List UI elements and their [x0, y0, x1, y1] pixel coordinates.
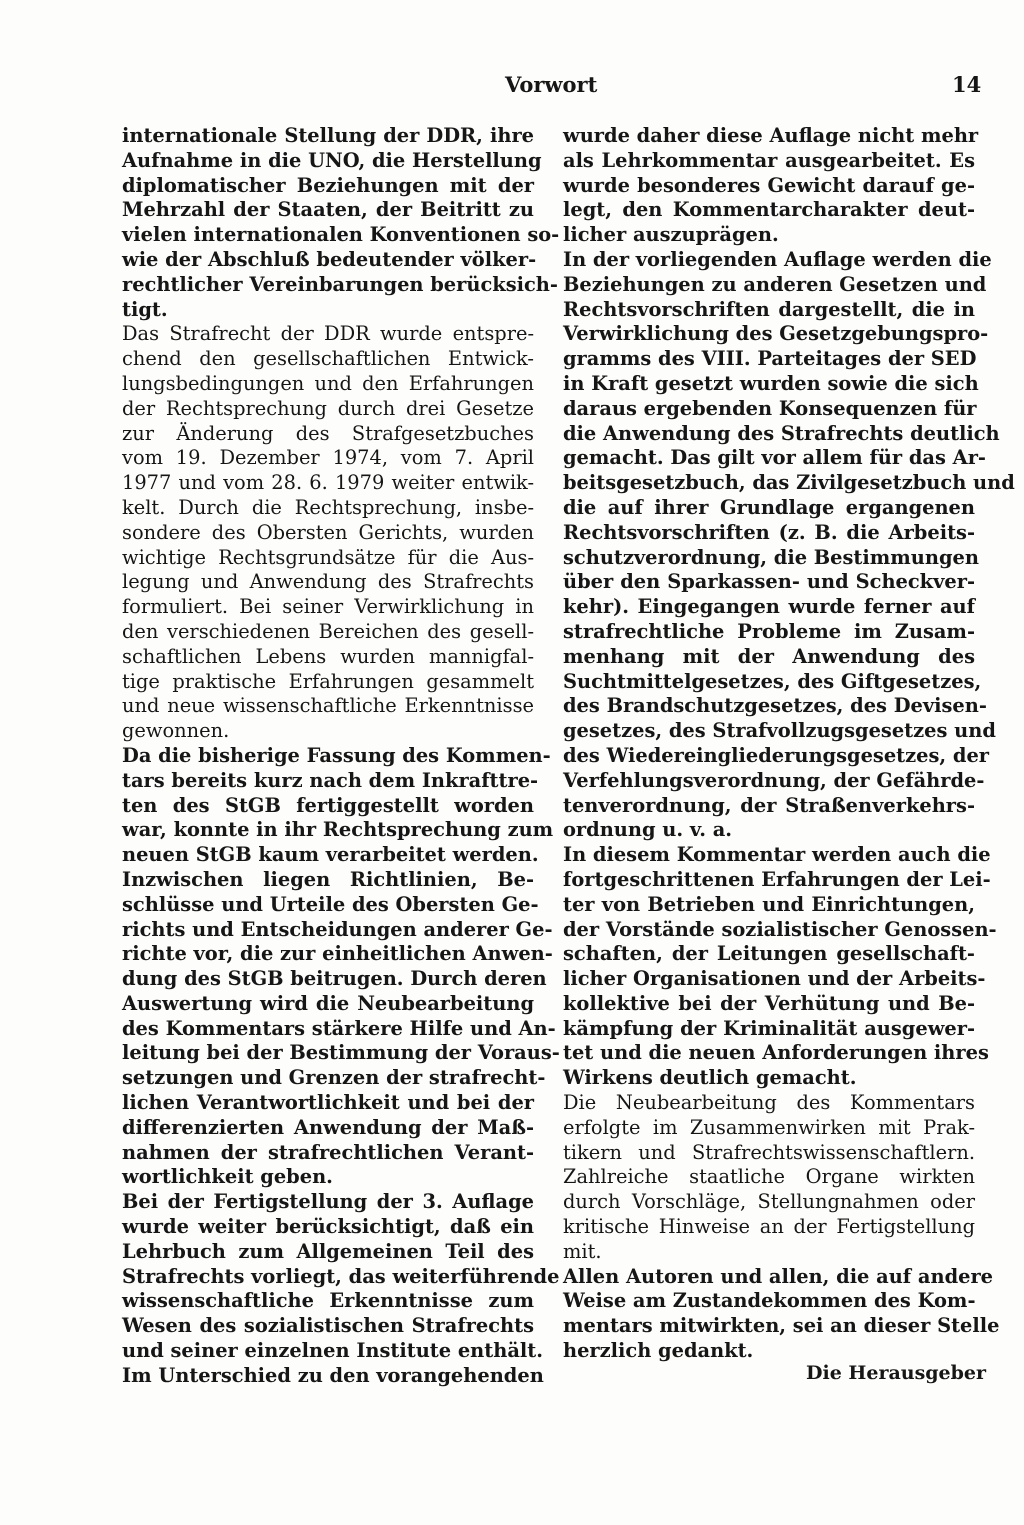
text-line: formuliert. Bei seiner Verwirklichung in — [122, 595, 534, 619]
text-line: internationale Stellung der DDR, ihre — [122, 124, 534, 147]
text-line: durch Vorschläge, Stellungnahmen oder — [563, 1190, 975, 1214]
text-line: leitung bei der Bestimmung der Voraus- — [122, 1041, 560, 1065]
text-line: wortlichkeit geben. — [122, 1165, 333, 1189]
text-line: die auf ihrer Grundlage ergangenen — [563, 495, 975, 519]
text-line: des Wiedereingliederungsgesetzes, der — [563, 743, 990, 767]
text-line: schutzverordnung, die Bestimmungen — [563, 545, 979, 569]
text-line: nahmen der strafrechtlichen Verant- — [122, 1140, 534, 1164]
text-line: Verwirklichung des Gesetzgebungspro- — [563, 322, 989, 346]
text-line: wurde daher diese Auflage nicht mehr — [563, 124, 979, 147]
signature-line: Die Herausgeber — [806, 1362, 987, 1384]
text-line: tige praktische Erfahrungen gesammelt — [122, 669, 534, 693]
text-line: erfolgte im Zusammenwirken mit Prak- — [563, 1115, 975, 1139]
right-column-paragraph — [563, 124, 979, 248]
text-line: Beziehungen zu anderen Gesetzen und — [563, 272, 987, 296]
text-line: schlüsse und Urteile des Obersten Ge- — [122, 892, 539, 916]
text-line: herzlich gedankt. — [563, 1339, 754, 1363]
text-line: Zahlreiche staatliche Organe wirkten — [563, 1165, 975, 1189]
text-line: setzungen und Grenzen der strafrecht- — [122, 1066, 546, 1090]
text-line: tenverordnung, der Straßenverkehrs- — [563, 793, 975, 817]
text-line: menhang mit der Anwendung des — [563, 644, 975, 668]
text-line: zur Änderung des Strafgesetzbuches — [122, 421, 534, 445]
text-line: Wirkens deutlich gemacht. — [563, 1066, 857, 1090]
right-column-paragraph — [563, 843, 997, 1091]
text-line: tigt. — [122, 297, 168, 321]
text-line: der Vorstände sozialistischer Genossen- — [563, 917, 997, 941]
text-line: gesetzes, des Strafvollzugsgesetzes und — [563, 719, 996, 743]
right-text-column — [563, 124, 1015, 1364]
right-column-paragraph — [563, 1264, 1000, 1364]
text-line: Verfehlungsverordnung, der Gefährde- — [563, 768, 985, 792]
text-line: Aufnahme in die UNO, die Herstellung — [122, 148, 542, 172]
text-line: In diesem Kommentar werden auch die — [563, 843, 991, 867]
text-line: Das Strafrecht der DDR wurde entspre- — [122, 322, 534, 346]
right-column-paragraph — [563, 247, 1015, 843]
left-column-paragraph — [122, 124, 560, 322]
text-line: wissenschaftliche Erkenntnisse zum — [122, 1289, 534, 1313]
text-line: schaften, der Leitungen gesellschaft- — [563, 942, 975, 966]
text-line: Lehrbuch zum Allgemeinen Teil des — [122, 1239, 534, 1263]
text-line: Rechtsvorschriften dargestellt, die in — [563, 297, 975, 321]
text-line: licher auszuprägen. — [563, 223, 779, 247]
text-line: Strafrechts vorliegt, das weiterführende — [122, 1264, 560, 1288]
text-line: Mehrzahl der Staaten, der Beitritt zu — [122, 198, 534, 222]
text-line: Allen Autoren und allen, die auf andere — [563, 1264, 994, 1288]
text-line: und seiner einzelnen Institute enthält. — [122, 1339, 543, 1363]
left-column-paragraph — [122, 743, 560, 1190]
text-line: kritische Hinweise an der Fertigstellung — [563, 1215, 975, 1239]
text-line: die Anwendung des Strafrechts deutlich — [563, 421, 1000, 445]
text-line: schaftlichen Lebens wurden mannigfal- — [122, 644, 534, 668]
text-line: kollektive bei der Verhütung und Be- — [563, 991, 975, 1015]
text-line: licher Organisationen und der Arbeits- — [563, 967, 986, 991]
text-line: der Rechtsprechung durch drei Gesetze — [122, 396, 534, 420]
text-line: mentars mitwirkten, sei an dieser Stelle — [563, 1314, 1000, 1338]
text-line: den verschiedenen Bereichen des gesell- — [122, 619, 534, 643]
text-line: und neue wissenschaftliche Erkenntnisse — [122, 694, 534, 718]
text-line: tet und die neuen Anforderungen ihres — [563, 1041, 989, 1065]
text-line: vielen internationalen Konventionen so- — [122, 223, 560, 247]
text-line: legt, den Kommentarcharakter deut- — [563, 198, 975, 222]
text-line: strafrechtliche Probleme im Zusam- — [563, 619, 975, 643]
text-line: des Brandschutzgesetzes, des Devisen- — [563, 694, 987, 718]
text-line: Wesen des sozialistischen Strafrechts — [122, 1314, 534, 1338]
text-line: dung des StGB beitrugen. Durch deren — [122, 967, 547, 991]
text-line: ordnung u. v. a. — [563, 818, 733, 842]
text-line: chend den gesellschaftlichen Entwick- — [122, 347, 534, 371]
text-line: in Kraft gesetzt wurden sowie die sich — [563, 371, 979, 395]
text-line: kelt. Durch die Rechtsprechung, insbe- — [122, 495, 534, 519]
text-line: des Kommentars stärkere Hilfe und An- — [122, 1016, 556, 1040]
left-column-paragraph — [122, 322, 534, 744]
text-line: wichtige Rechtsgrundsätze für die Aus- — [122, 545, 534, 569]
text-line: Die Neubearbeitung des Kommentars — [563, 1091, 975, 1115]
page-number: 14 — [952, 72, 982, 97]
text-line: ter von Betrieben und Einrichtungen, — [563, 892, 975, 916]
text-line: Im Unterschied zu den vorangehenden — [122, 1363, 544, 1387]
text-line: beitsgesetzbuch, das Zivilgesetzbuch und — [563, 471, 1015, 495]
text-line: wurde weiter berücksichtigt, daß ein — [122, 1215, 534, 1239]
text-line: kämpfung der Kriminalität ausgewer- — [563, 1016, 975, 1040]
text-line: Auswertung wird die Neubearbeitung — [122, 991, 534, 1015]
text-line: richts und Entscheidungen anderer Ge- — [122, 917, 553, 941]
text-line: fortgeschrittenen Erfahrungen der Lei- — [563, 867, 991, 891]
text-line: wie der Abschluß bedeutender völker- — [122, 247, 537, 271]
text-line: war, konnte in ihr Rechtsprechung zum — [122, 818, 554, 842]
right-column-paragraph — [563, 1091, 975, 1265]
text-line: Inzwischen liegen Richtlinien, Be- — [122, 867, 534, 891]
text-line: wurde besonderes Gewicht darauf ge- — [563, 173, 975, 197]
text-line: Da die bisherige Fassung des Kommen- — [122, 743, 551, 767]
text-line: legung und Anwendung des Strafrechts — [122, 570, 534, 594]
text-line: als Lehrkommentar ausgearbeitet. Es — [563, 148, 975, 172]
text-line: gemacht. Das gilt vor allem für das Ar- — [563, 446, 986, 470]
running-header-title: Vorwort — [505, 72, 598, 97]
text-line: Bei der Fertigstellung der 3. Auflage — [122, 1190, 534, 1214]
text-line: tikern und Strafrechtswissenschaftlern. — [563, 1140, 975, 1164]
left-text-column — [122, 124, 560, 1389]
text-line: Suchtmittelgesetzes, des Giftgesetzes, — [563, 669, 982, 693]
text-line: In der vorliegenden Auflage werden die — [563, 247, 992, 271]
text-line: gewonnen. — [122, 719, 230, 743]
text-line: 1977 und vom 28. 6. 1979 weiter entwik- — [122, 471, 534, 495]
text-line: diplomatischer Beziehungen mit der — [122, 173, 534, 197]
text-line: lungsbedingungen und den Erfahrungen — [122, 371, 534, 395]
text-line: ten des StGB fertiggestellt worden — [122, 793, 534, 817]
text-line: lichen Verantwortlichkeit und bei der — [122, 1091, 534, 1115]
text-line: gramms des VIII. Parteitages der SED — [563, 347, 977, 371]
text-line: tars bereits kurz nach dem Inkrafttre- — [122, 768, 539, 792]
text-line: neuen StGB kaum verarbeitet werden. — [122, 843, 539, 867]
text-line: rechtlicher Vereinbarungen berücksich- — [122, 272, 558, 296]
text-line: Rechtsvorschriften (z. B. die Arbeits- — [563, 520, 975, 544]
text-line: Weise am Zustandekommen des Kom- — [563, 1289, 976, 1313]
text-line: sondere des Obersten Gerichts, wurden — [122, 520, 534, 544]
left-column-paragraph — [122, 1190, 560, 1388]
text-line: über den Sparkassen- und Scheckver- — [563, 570, 975, 594]
text-line: mit. — [563, 1239, 602, 1263]
text-line: richte vor, die zur einheitlichen Anwen- — [122, 942, 553, 966]
text-line: vom 19. Dezember 1974, vom 7. April — [122, 446, 534, 470]
text-line: kehr). Eingegangen wurde ferner auf — [563, 595, 975, 619]
text-line: differenzierten Anwendung der Maß- — [122, 1115, 534, 1139]
text-line: daraus ergebenden Konsequenzen für — [563, 396, 977, 420]
